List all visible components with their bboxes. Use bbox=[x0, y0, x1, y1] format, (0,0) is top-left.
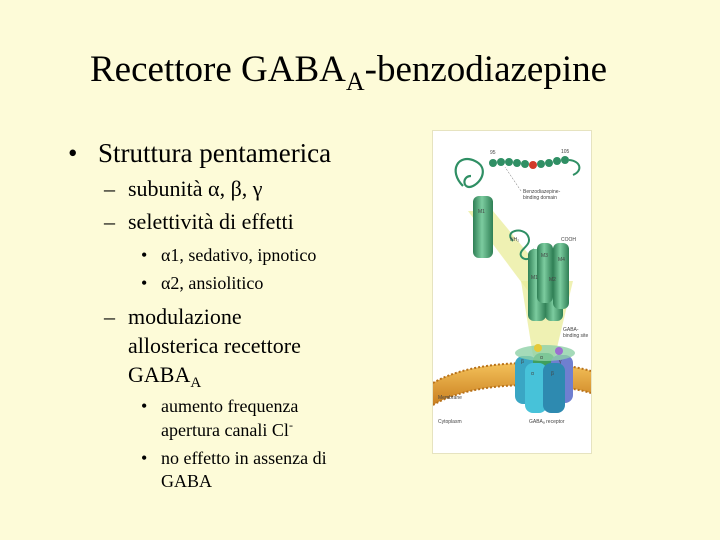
title-main: Recettore GABA bbox=[90, 49, 346, 90]
bullet-modulazione: – modulazione bbox=[104, 304, 242, 329]
bullet-no-effetto-line2: GABA bbox=[161, 471, 213, 491]
helix-m4 bbox=[553, 243, 569, 309]
bullet-marker: • bbox=[68, 138, 78, 168]
label-beta-b: β bbox=[551, 371, 554, 377]
bullet-marker: • bbox=[141, 396, 148, 416]
label-alpha-a: α bbox=[540, 355, 543, 361]
label-105: 105 bbox=[561, 149, 570, 155]
label-beta-a: β bbox=[521, 359, 524, 365]
bullet-aumento: • aumento frequenza bbox=[141, 396, 299, 416]
bullet-marker: • bbox=[141, 448, 148, 468]
title-subscript: A bbox=[345, 67, 365, 96]
bullet-marker: • bbox=[141, 273, 148, 293]
subunit-beta-b bbox=[543, 363, 565, 413]
bullet-alpha2: • α2, ansiolitico bbox=[141, 273, 264, 293]
label-m1: M1 bbox=[531, 275, 538, 281]
label-gamma: γ bbox=[559, 359, 562, 365]
label-bz-domain-2: binding domain bbox=[523, 195, 557, 201]
bullet-marker: • bbox=[141, 245, 148, 265]
receptor-diagram-svg bbox=[433, 131, 591, 453]
bullet-alpha1: • α1, sedativo, ipnotico bbox=[141, 245, 317, 265]
bullet-modulazione-line3: $GABA_A$ bbox=[128, 362, 202, 391]
loop-squiggle bbox=[456, 159, 483, 187]
helix-m3 bbox=[537, 243, 553, 303]
label-m1-top: M1 bbox=[478, 209, 485, 215]
dash-marker: – bbox=[104, 304, 115, 329]
label-cooh: COOH bbox=[561, 237, 576, 243]
label-gaba-site-2: binding site bbox=[563, 333, 589, 339]
dash-marker: – bbox=[104, 176, 115, 201]
label-receptor: GABAₐ receptor bbox=[529, 419, 565, 425]
label-membrane: Membrane bbox=[438, 395, 462, 401]
label-m2: M2 bbox=[549, 277, 556, 283]
slide-title bbox=[90, 48, 608, 96]
label-95: 95 bbox=[490, 150, 496, 156]
label-cytoplasm: Cytoplasm bbox=[438, 419, 462, 425]
label-m3: M3 bbox=[541, 253, 548, 259]
bullet-no-effetto: • no effetto in assenza di bbox=[141, 448, 327, 468]
receptor-pentamer bbox=[515, 344, 575, 413]
bullet-subunita: – subunità α, β, γ bbox=[104, 176, 263, 201]
helix-m1-top bbox=[473, 196, 493, 258]
label-alpha-b: α bbox=[531, 371, 534, 377]
label-bz-domain-1: Benzodiazepine- bbox=[523, 189, 561, 195]
peptide-chain bbox=[489, 156, 579, 175]
label-nh2: NH₂ bbox=[510, 237, 520, 243]
title-rest: -benzodiazepine bbox=[364, 49, 608, 90]
bullet-selettivita: – selettività di effetti bbox=[104, 209, 294, 234]
bullet-struttura: • Struttura pentamerica bbox=[68, 138, 332, 168]
dash-marker: – bbox=[104, 209, 115, 234]
bullet-modulazione-line2: allosterica recettore bbox=[128, 333, 301, 358]
label-gaba-site-1: GABA- bbox=[563, 327, 579, 333]
label-m4: M4 bbox=[558, 257, 565, 263]
bullet-aumento-line2: apertura canali Cl- bbox=[161, 418, 293, 440]
receptor-figure bbox=[432, 130, 592, 454]
